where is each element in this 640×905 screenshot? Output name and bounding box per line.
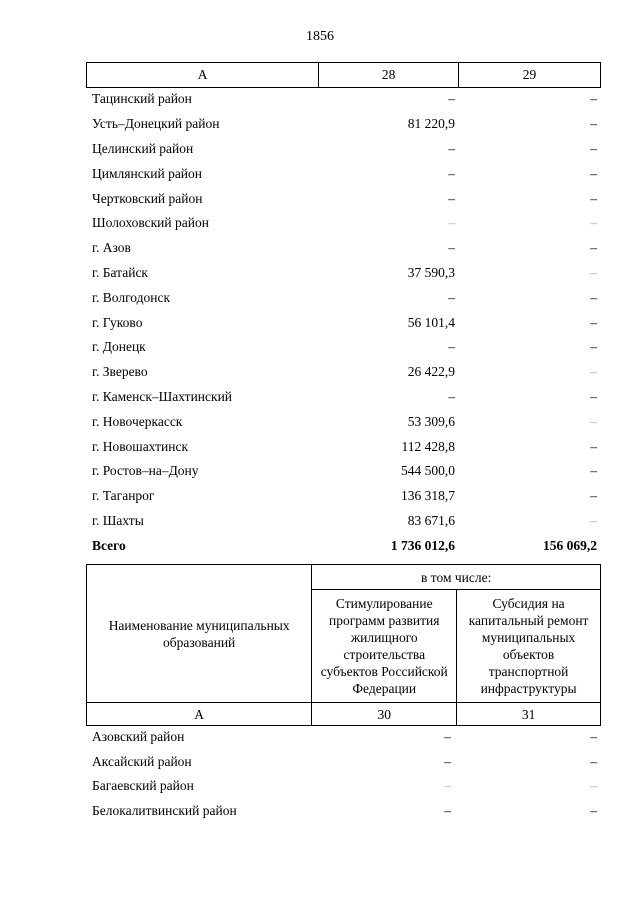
row-name: Тацинский район (92, 91, 192, 107)
index-col-30: 30 (312, 703, 457, 726)
table-row (86, 484, 601, 509)
value-28: – (448, 165, 455, 181)
value-29: – (590, 388, 597, 404)
table2-header (86, 564, 601, 726)
row-name: г. Гуково (92, 314, 143, 330)
value-28: 544 500,0 (401, 463, 455, 479)
value-29: – (590, 413, 597, 429)
value-28: 26 422,9 (407, 364, 455, 380)
row-name: Аксайский район (92, 753, 192, 769)
value-31: – (590, 802, 597, 818)
value-29: – (590, 240, 597, 256)
table-row (86, 161, 601, 186)
row-name: Усть–Донецкий район (92, 116, 220, 132)
name-header: Наименование муниципальных образований (87, 565, 312, 703)
value-28: 112 428,8 (401, 438, 455, 454)
table-row (86, 335, 601, 360)
value-29: – (590, 438, 597, 454)
value-29: – (590, 140, 597, 156)
table1-body (86, 87, 601, 558)
row-name: г. Батайск (92, 264, 148, 280)
header-col-a: А (87, 63, 319, 88)
index-col-31: 31 (457, 703, 601, 726)
page-number: 1856 (306, 29, 334, 44)
value-28: – (448, 215, 455, 231)
row-name: Багаевский район (92, 778, 194, 794)
value-28: – (448, 190, 455, 206)
row-name: г. Донецк (92, 339, 146, 355)
value-28: – (448, 388, 455, 404)
row-name: Азовский район (92, 729, 185, 745)
table-row (86, 236, 601, 261)
value-28: – (448, 339, 455, 355)
row-name: г. Новочеркасск (92, 413, 183, 429)
value-28: 136 318,7 (401, 488, 455, 504)
row-name: г. Новошахтинск (92, 438, 188, 454)
row-name: г. Шахты (92, 512, 144, 528)
row-name: г. Волгодонск (92, 289, 171, 305)
row-name: Чертковский район (92, 190, 203, 206)
value-28: – (448, 289, 455, 305)
col31-header: Субсидия на капитальный ремонт муниципальных объектов транспортной инфраструктуры (457, 590, 601, 703)
group-header: в том числе: (312, 565, 601, 590)
value-29: – (590, 190, 597, 206)
value-31: – (590, 729, 597, 745)
table-row (86, 112, 601, 137)
value-28: 53 309,6 (407, 413, 455, 429)
col30-header: Стимулирование программ развития жилищного строительства субъектов Российской Федерации (312, 590, 457, 703)
value-29: – (590, 264, 597, 280)
table-row (86, 409, 601, 434)
row-name: г. Азов (92, 240, 131, 256)
total-label: Всего (92, 537, 126, 553)
table-row (86, 261, 601, 286)
value-30: – (444, 753, 451, 769)
row-name: г. Ростов–на–Дону (92, 463, 199, 479)
row-name: Шолоховский район (92, 215, 209, 231)
table-row (86, 360, 601, 385)
value-31: – (590, 778, 597, 794)
value-29: – (590, 165, 597, 181)
table-row (86, 434, 601, 459)
value-29: – (590, 364, 597, 380)
total-28: 1 736 012,6 (390, 537, 455, 553)
header-col-29: 29 (459, 63, 601, 88)
value-30: – (444, 778, 451, 794)
table-row (86, 211, 601, 236)
value-30: – (444, 802, 451, 818)
index-col-a: А (87, 703, 312, 726)
value-29: – (590, 512, 597, 528)
table-row (86, 137, 601, 162)
table-row (86, 509, 601, 534)
value-30: – (444, 729, 451, 745)
value-28: 83 671,6 (407, 512, 455, 528)
value-29: – (590, 116, 597, 132)
table-row (86, 385, 601, 410)
total-29: 156 069,2 (543, 537, 597, 553)
row-name: Цимлянский район (92, 165, 203, 181)
value-31: – (590, 753, 597, 769)
value-28: – (448, 240, 455, 256)
table-row (86, 310, 601, 335)
value-29: – (590, 91, 597, 107)
value-28: 81 220,9 (407, 116, 455, 132)
value-28: 37 590,3 (407, 264, 455, 280)
value-29: – (590, 339, 597, 355)
row-name: Белокалитвинский район (92, 802, 237, 818)
total-row (86, 533, 601, 558)
table2-body (86, 725, 601, 823)
table-row (86, 799, 601, 824)
value-29: – (590, 215, 597, 231)
table1-header (86, 62, 601, 88)
row-name: г. Каменск–Шахтинский (92, 388, 233, 404)
value-29: – (590, 314, 597, 330)
value-29: – (590, 463, 597, 479)
table-row (86, 186, 601, 211)
table-row (86, 87, 601, 112)
table-row (86, 774, 601, 799)
table-row (86, 725, 601, 750)
table-row (86, 285, 601, 310)
table-row (86, 750, 601, 775)
value-28: 56 101,4 (407, 314, 455, 330)
table-row (86, 459, 601, 484)
value-28: – (448, 91, 455, 107)
value-29: – (590, 289, 597, 305)
row-name: г. Зверево (92, 364, 148, 380)
row-name: Целинский район (92, 140, 194, 156)
header-col-28: 28 (319, 63, 459, 88)
value-28: – (448, 140, 455, 156)
row-name: г. Таганрог (92, 488, 155, 504)
value-29: – (590, 488, 597, 504)
